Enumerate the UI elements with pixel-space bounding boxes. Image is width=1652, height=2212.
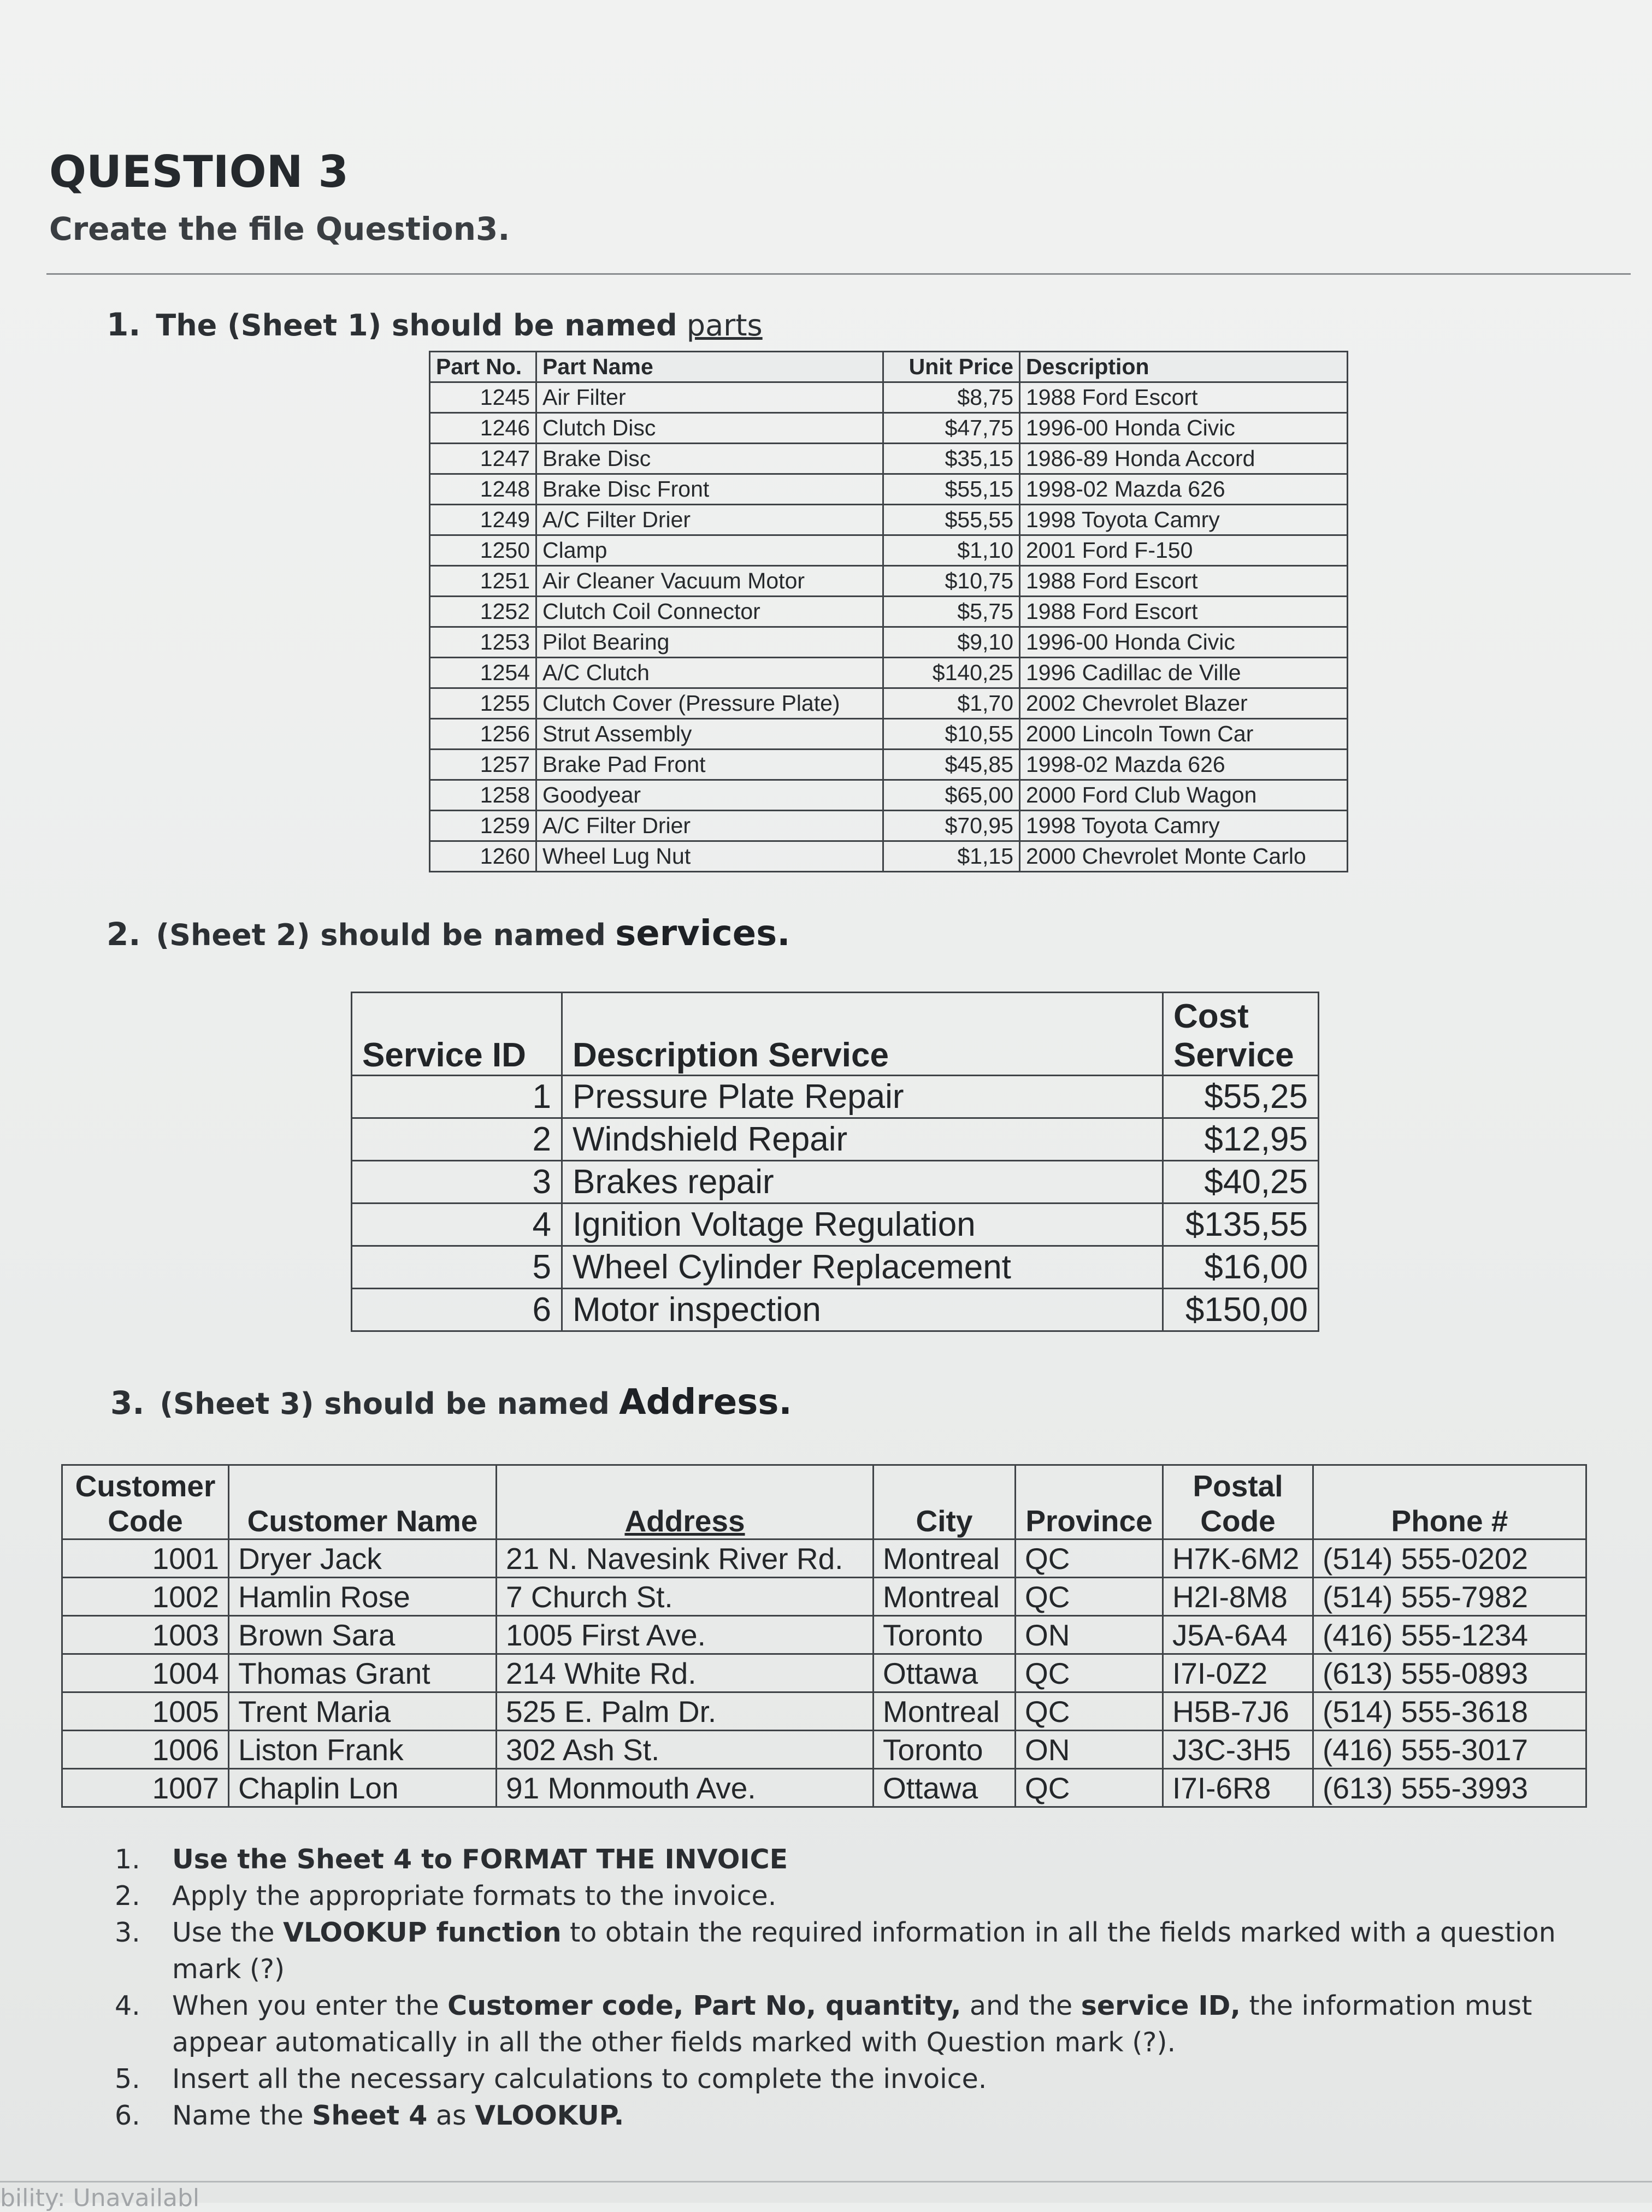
header-cell: Customer Name (229, 1465, 497, 1539)
table-cell: Brake Pad Front (536, 750, 883, 780)
table-header-row (430, 352, 1348, 382)
table-cell: Montreal (874, 1539, 1016, 1578)
table-row (430, 444, 1348, 474)
table-cell: Clamp (536, 535, 883, 566)
header-cell: Part No. (430, 352, 536, 382)
table-header-row (62, 1465, 1586, 1539)
table-cell: Montreal (874, 1692, 1016, 1731)
header-line: Code (108, 1504, 183, 1538)
table-cell: Montreal (874, 1578, 1016, 1616)
table-row (430, 566, 1348, 597)
table-cell: 1988 Ford Escort (1020, 566, 1348, 597)
table-row (430, 688, 1348, 719)
text-run: the information must appear automatically in all the other fields marked with Question mark (?). (172, 1990, 1532, 2058)
table-cell: Brakes repair (562, 1161, 1163, 1204)
text-run: as (427, 2100, 475, 2131)
table-cell: 1006 (62, 1731, 229, 1769)
list-number: 3. (115, 1917, 140, 1948)
table-cell: 2002 Chevrolet Blazer (1020, 688, 1348, 719)
header-cell: Service ID (352, 993, 562, 1076)
header-line: Code (1200, 1504, 1276, 1538)
table-cell: 1249 (430, 505, 536, 535)
text-run: Use the Sheet 4 to FORMAT THE INVOICE (172, 1844, 788, 1875)
table-cell: $65,00 (883, 780, 1020, 811)
list-text (172, 2061, 1590, 2097)
table-cell: 1988 Ford Escort (1020, 597, 1348, 627)
table-cell: (416) 555-1234 (1313, 1616, 1586, 1654)
table-cell: QC (1016, 1578, 1163, 1616)
table-cell: 1998 Toyota Camry (1020, 505, 1348, 535)
list-text (172, 1841, 1590, 1878)
text-run: Name the (172, 2100, 312, 2131)
list-text (172, 1878, 1590, 1914)
text-run: Apply the appropriate formats to the invoice. (172, 1880, 777, 1912)
table-cell: Strut Assembly (536, 719, 883, 750)
table-cell: J5A-6A4 (1163, 1616, 1313, 1654)
divider (46, 273, 1631, 275)
table-cell: $140,25 (883, 658, 1020, 688)
table-row (430, 780, 1348, 811)
table-cell: 1003 (62, 1616, 229, 1654)
table-cell: $47,75 (883, 413, 1020, 444)
table-cell: Wheel Cylinder Replacement (562, 1246, 1163, 1289)
header-cell: Phone # (1313, 1465, 1586, 1539)
table-cell: QC (1016, 1692, 1163, 1731)
table-cell: Motor inspection (562, 1289, 1163, 1331)
table-cell: H7K-6M2 (1163, 1539, 1313, 1578)
table-cell: $150,00 (1163, 1289, 1319, 1331)
list-text (172, 1914, 1590, 1987)
table-cell: 2000 Ford Club Wagon (1020, 780, 1348, 811)
table-cell: (514) 555-7982 (1313, 1578, 1586, 1616)
table-row (430, 535, 1348, 566)
table-cell: 1254 (430, 658, 536, 688)
table-cell: $9,10 (883, 627, 1020, 658)
text-run: and the (961, 1990, 1081, 2021)
status-text: bility: Unavailabl (0, 2184, 200, 2212)
table-cell: Toronto (874, 1731, 1016, 1769)
table-cell: 1007 (62, 1769, 229, 1807)
table-cell: Brown Sara (229, 1616, 497, 1654)
table-cell: Brake Disc Front (536, 474, 883, 505)
list-text (172, 2097, 1590, 2134)
table-cell: Ottawa (874, 1654, 1016, 1692)
table-cell: $40,25 (1163, 1161, 1319, 1204)
table-row (62, 1654, 1586, 1692)
section-number: 1. (107, 306, 141, 343)
table-cell: Ignition Voltage Regulation (562, 1204, 1163, 1246)
table-row (352, 1118, 1319, 1161)
table-cell: I7I-6R8 (1163, 1769, 1313, 1807)
table-cell: 1996-00 Honda Civic (1020, 413, 1348, 444)
table-cell: Wheel Lug Nut (536, 841, 883, 872)
header-cell: City (874, 1465, 1016, 1539)
table-cell: 1256 (430, 719, 536, 750)
table-cell: 1986-89 Honda Accord (1020, 444, 1348, 474)
table-cell: A/C Filter Drier (536, 811, 883, 841)
table-cell: $10,55 (883, 719, 1020, 750)
table-cell: 91 Monmouth Ave. (497, 1769, 874, 1807)
table-cell: 1245 (430, 382, 536, 413)
table-cell: 5 (352, 1246, 562, 1289)
table-cell: Goodyear (536, 780, 883, 811)
table-cell: 1252 (430, 597, 536, 627)
text-run: Use the (172, 1917, 284, 1948)
table-cell: $1,15 (883, 841, 1020, 872)
header-cell: Description Service (562, 993, 1163, 1076)
table-cell: QC (1016, 1654, 1163, 1692)
table-cell: 1996 Cadillac de Ville (1020, 658, 1348, 688)
table-cell: $70,95 (883, 811, 1020, 841)
table-cell: 2000 Chevrolet Monte Carlo (1020, 841, 1348, 872)
table-cell: Air Filter (536, 382, 883, 413)
table-row (62, 1539, 1586, 1578)
table-cell: Dryer Jack (229, 1539, 497, 1578)
table-cell: A/C Filter Drier (536, 505, 883, 535)
table-cell: 1246 (430, 413, 536, 444)
table-cell: $5,75 (883, 597, 1020, 627)
list-item (115, 1841, 1590, 1878)
table-cell: Trent Maria (229, 1692, 497, 1731)
table-cell: Brake Disc (536, 444, 883, 474)
table-row (62, 1616, 1586, 1654)
table-row (430, 750, 1348, 780)
section-3-heading (110, 1382, 792, 1423)
table-cell: 7 Church St. (497, 1578, 874, 1616)
header-cell: Address (497, 1465, 874, 1539)
table-cell: I7I-0Z2 (1163, 1654, 1313, 1692)
table-cell: $10,75 (883, 566, 1020, 597)
table-cell: $1,10 (883, 535, 1020, 566)
table-row (62, 1692, 1586, 1731)
list-number: 2. (115, 1880, 140, 1912)
section-1-heading (107, 306, 763, 343)
header-cell: Part Name (536, 352, 883, 382)
table-cell: ON (1016, 1731, 1163, 1769)
table-cell: 21 N. Navesink River Rd. (497, 1539, 874, 1578)
table-row (430, 413, 1348, 444)
table-row (430, 658, 1348, 688)
header-line: Cost (1173, 998, 1249, 1035)
table-cell: 1251 (430, 566, 536, 597)
header-cell (1163, 993, 1319, 1076)
table-cell: 1260 (430, 841, 536, 872)
list-item (115, 1987, 1590, 2061)
table-cell: Pilot Bearing (536, 627, 883, 658)
header-line: Service (1173, 1036, 1294, 1074)
table-cell: 1001 (62, 1539, 229, 1578)
table-row (352, 1204, 1319, 1246)
table-cell: 302 Ash St. (497, 1731, 874, 1769)
section-number: 3. (110, 1384, 145, 1421)
table-cell: 4 (352, 1204, 562, 1246)
table-cell: Clutch Disc (536, 413, 883, 444)
table-cell: ON (1016, 1616, 1163, 1654)
text-run: When you enter the (172, 1990, 448, 2021)
table-row (430, 719, 1348, 750)
list-item (115, 1914, 1590, 1987)
table-row (352, 1289, 1319, 1331)
list-number: 4. (115, 1990, 140, 2021)
table-cell: H2I-8M8 (1163, 1578, 1313, 1616)
table-cell: Toronto (874, 1616, 1016, 1654)
table-row (430, 627, 1348, 658)
table-row (352, 1161, 1319, 1204)
table-cell: $135,55 (1163, 1204, 1319, 1246)
services-table (351, 992, 1319, 1332)
header-line: Customer (75, 1469, 216, 1503)
text-run: service ID, (1081, 1990, 1241, 2021)
table-row (62, 1769, 1586, 1807)
table-cell: Chaplin Lon (229, 1769, 497, 1807)
list-number: 6. (115, 2100, 140, 2131)
table-cell: 2000 Lincoln Town Car (1020, 719, 1348, 750)
section-text: The (Sheet 1) should be named (156, 308, 677, 343)
text-run: Sheet 4 (312, 2100, 428, 2131)
table-cell: 2001 Ford F-150 (1020, 535, 1348, 566)
text-run: Insert all the necessary calculations to complete the invoice. (172, 2063, 987, 2095)
table-cell: 1 (352, 1076, 562, 1118)
sheet-name: services. (615, 913, 790, 954)
table-cell: Liston Frank (229, 1731, 497, 1769)
table-cell: 1253 (430, 627, 536, 658)
table-row (62, 1578, 1586, 1616)
table-cell: 1250 (430, 535, 536, 566)
bottom-divider (0, 2181, 1652, 2182)
table-cell: Clutch Coil Connector (536, 597, 883, 627)
table-cell: 1247 (430, 444, 536, 474)
table-row (430, 811, 1348, 841)
section-2-heading (107, 913, 790, 954)
list-text (172, 1987, 1590, 2061)
list-number: 5. (115, 2063, 140, 2095)
table-cell: (514) 555-0202 (1313, 1539, 1586, 1578)
header-cell (62, 1465, 229, 1539)
list-item (115, 1878, 1590, 1914)
table-cell: QC (1016, 1769, 1163, 1807)
text-run: VLOOKUP function (283, 1917, 562, 1948)
text-run: VLOOKUP. (475, 2100, 624, 2131)
section-text: (Sheet 3) should be named (160, 1387, 610, 1421)
table-cell: $55,15 (883, 474, 1020, 505)
table-cell: 1998 Toyota Camry (1020, 811, 1348, 841)
table-cell: 1996-00 Honda Civic (1020, 627, 1348, 658)
table-cell: $55,55 (883, 505, 1020, 535)
parts-table (429, 351, 1348, 872)
table-cell: $16,00 (1163, 1246, 1319, 1289)
instructions-list (115, 1841, 1590, 2134)
table-cell: H5B-7J6 (1163, 1692, 1313, 1731)
table-cell: 1005 First Ave. (497, 1616, 874, 1654)
table-cell: 1259 (430, 811, 536, 841)
table-cell: QC (1016, 1539, 1163, 1578)
table-row (430, 597, 1348, 627)
table-cell: 1257 (430, 750, 536, 780)
table-cell: 2 (352, 1118, 562, 1161)
text-run: Customer code, Part No, quantity, (447, 1990, 961, 2021)
question-title: QUESTION 3 (49, 146, 349, 197)
header-cell: Province (1016, 1465, 1163, 1539)
table-cell: 1258 (430, 780, 536, 811)
sheet-name: Address. (619, 1382, 792, 1423)
text-run: to obtain the required information in all the fields marked with a question mark (?) (172, 1917, 1556, 1985)
list-item (115, 2061, 1590, 2097)
section-number: 2. (107, 916, 141, 953)
table-row (430, 505, 1348, 535)
table-cell: Windshield Repair (562, 1118, 1163, 1161)
table-cell: 1248 (430, 474, 536, 505)
table-cell: 3 (352, 1161, 562, 1204)
header-cell (1163, 1465, 1313, 1539)
header-cell: Description (1020, 352, 1348, 382)
table-cell: Ottawa (874, 1769, 1016, 1807)
table-row (352, 1076, 1319, 1118)
table-cell: 525 E. Palm Dr. (497, 1692, 874, 1731)
table-cell: A/C Clutch (536, 658, 883, 688)
table-cell: $12,95 (1163, 1118, 1319, 1161)
table-cell: Thomas Grant (229, 1654, 497, 1692)
table-cell: 1998-02 Mazda 626 (1020, 750, 1348, 780)
header-cell: Unit Price (883, 352, 1020, 382)
table-cell: 1255 (430, 688, 536, 719)
table-cell: Pressure Plate Repair (562, 1076, 1163, 1118)
table-cell: Hamlin Rose (229, 1578, 497, 1616)
table-cell: 1005 (62, 1692, 229, 1731)
section-text: (Sheet 2) should be named (156, 918, 606, 952)
table-row (62, 1731, 1586, 1769)
table-cell: Air Cleaner Vacuum Motor (536, 566, 883, 597)
table-row (352, 1246, 1319, 1289)
table-cell: 214 White Rd. (497, 1654, 874, 1692)
table-cell: $45,85 (883, 750, 1020, 780)
table-row (430, 841, 1348, 872)
table-cell: $1,70 (883, 688, 1020, 719)
table-cell: J3C-3H5 (1163, 1731, 1313, 1769)
table-cell: (514) 555-3618 (1313, 1692, 1586, 1731)
list-number: 1. (115, 1844, 140, 1875)
table-cell: 1002 (62, 1578, 229, 1616)
table-cell: (613) 555-3993 (1313, 1769, 1586, 1807)
table-cell: (416) 555-3017 (1313, 1731, 1586, 1769)
sheet-name: parts (686, 308, 763, 343)
table-cell: 1988 Ford Escort (1020, 382, 1348, 413)
address-table (61, 1464, 1587, 1808)
header-line: Postal (1193, 1469, 1283, 1503)
table-cell: Clutch Cover (Pressure Plate) (536, 688, 883, 719)
table-cell: 6 (352, 1289, 562, 1331)
table-cell: $35,15 (883, 444, 1020, 474)
table-cell: $55,25 (1163, 1076, 1319, 1118)
table-row (430, 382, 1348, 413)
question-subtitle: Create the file Question3. (49, 210, 510, 247)
table-cell: 1004 (62, 1654, 229, 1692)
table-cell: $8,75 (883, 382, 1020, 413)
table-cell: (613) 555-0893 (1313, 1654, 1586, 1692)
table-header-row (352, 993, 1319, 1076)
list-item (115, 2097, 1590, 2134)
table-cell: 1998-02 Mazda 626 (1020, 474, 1348, 505)
table-row (430, 474, 1348, 505)
